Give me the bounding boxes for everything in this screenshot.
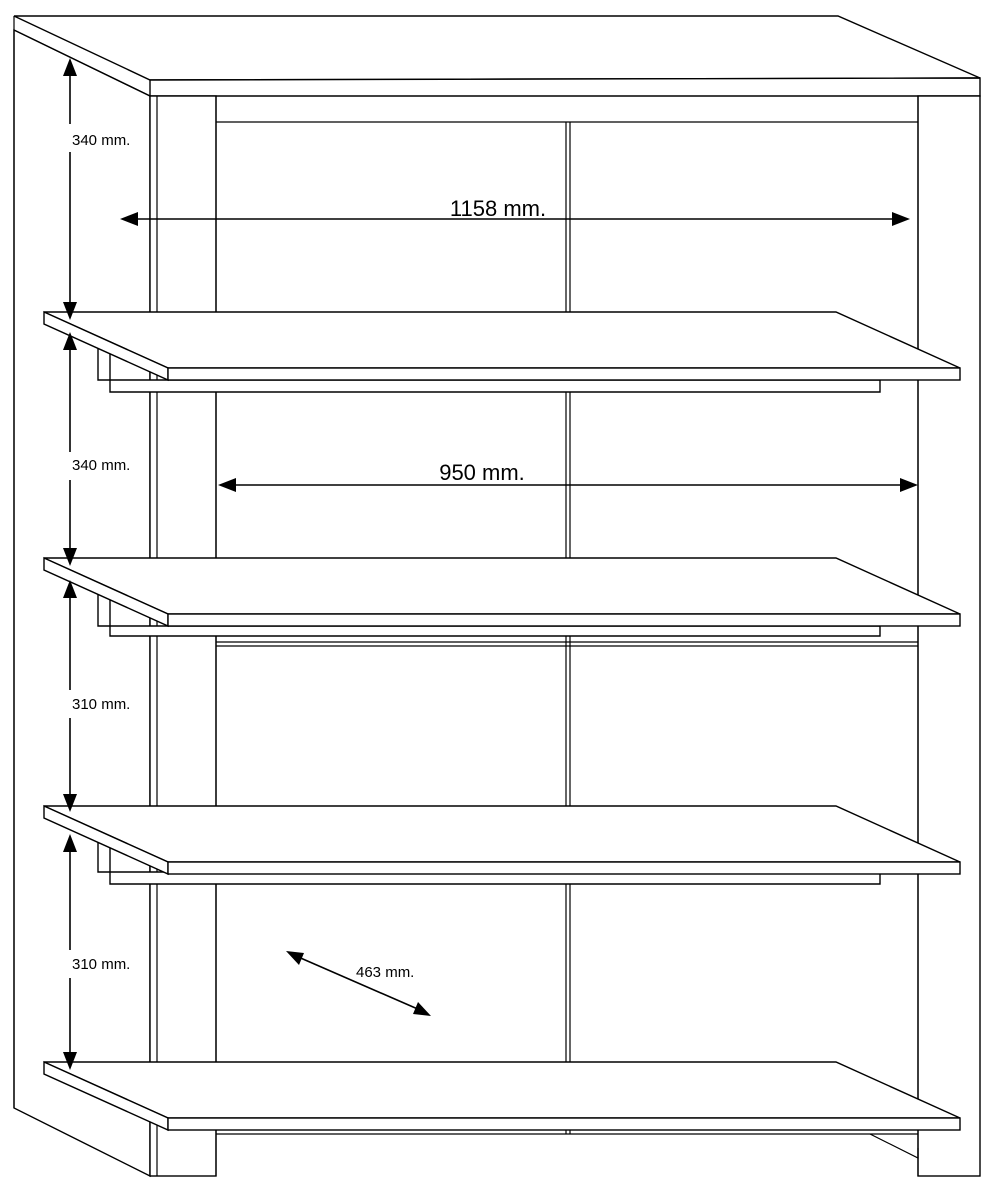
shelf-2	[44, 558, 960, 636]
shelf-3	[44, 806, 960, 884]
depth-label: 463 mm.	[356, 964, 415, 981]
right-front-post	[918, 96, 980, 1176]
shelf-gap-4-label: 310 mm.	[72, 956, 131, 973]
shelf-gap-1-label: 340 mm.	[72, 132, 131, 149]
dimension-inner-width	[218, 460, 918, 492]
dimension-outer-width	[120, 196, 910, 226]
top-panel	[14, 16, 980, 96]
outer-width-label: 1158 mm.	[449, 196, 547, 221]
dimension-depth	[286, 951, 431, 1016]
shelf-gap-3-label: 310 mm.	[72, 696, 131, 713]
shelf-gap-2-label: 340 mm.	[72, 457, 131, 474]
inner-width-label: 950 mm.	[439, 460, 525, 485]
shelf-1	[44, 312, 960, 392]
